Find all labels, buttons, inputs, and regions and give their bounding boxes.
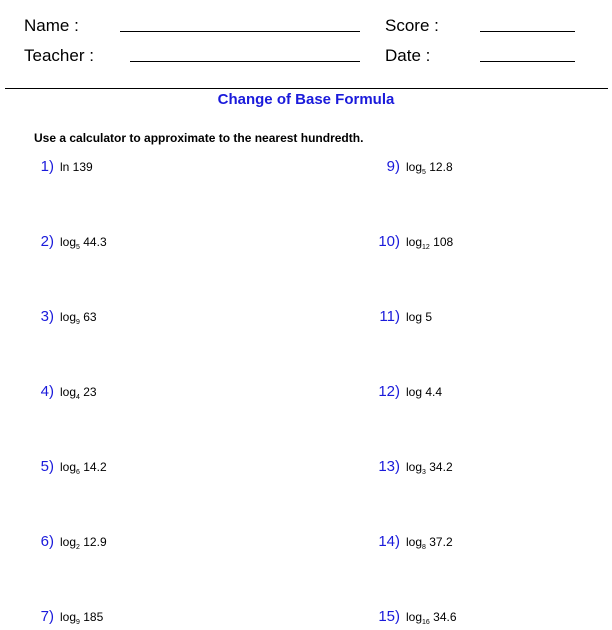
problem-number: 1) [40, 158, 54, 175]
log-base: 3 [422, 469, 426, 476]
function-name: log [406, 535, 423, 549]
log-base: 5 [422, 169, 426, 176]
log-argument: 108 [429, 235, 454, 249]
log-base: 12 [422, 244, 430, 251]
function-name: log [406, 610, 423, 624]
log-argument: 34.2 [425, 460, 453, 474]
log-base: 6 [76, 469, 80, 476]
log-base: 8 [422, 544, 426, 551]
teacher-line [130, 61, 360, 62]
date-label: Date : [385, 46, 431, 65]
problem-number: 3) [40, 308, 54, 325]
log-argument: 14.2 [79, 460, 107, 474]
problem-number: 11) [379, 308, 400, 325]
log-argument: 4.4 [422, 385, 443, 399]
problem-expression [406, 310, 432, 324]
problem-expression [60, 235, 107, 249]
function-name: log [406, 310, 423, 324]
problem-expression [406, 460, 453, 474]
name-line [120, 31, 360, 32]
log-argument: 23 [79, 385, 97, 399]
log-argument: 44.3 [79, 235, 107, 249]
log-argument: 5 [422, 310, 433, 324]
log-base: 16 [422, 619, 430, 626]
score-label: Score : [385, 16, 439, 35]
name-label: Name : [24, 16, 79, 35]
problem-number: 12) [378, 383, 400, 400]
function-name: log [406, 460, 423, 474]
log-argument: 12.9 [79, 535, 107, 549]
function-name: log [60, 235, 77, 249]
problem-number: 14) [378, 533, 400, 550]
log-argument: 34.6 [429, 610, 457, 624]
function-name: log [406, 385, 423, 399]
problem-number: 15) [378, 608, 400, 625]
problem-expression [406, 160, 453, 174]
function-name: log [406, 160, 423, 174]
log-argument: 12.8 [425, 160, 453, 174]
score-line [480, 31, 575, 32]
log-argument: 37.2 [425, 535, 453, 549]
function-name: log [60, 460, 77, 474]
problem-number: 13) [378, 458, 400, 475]
problem-number: 9) [386, 158, 400, 175]
function-name: ln [60, 160, 70, 174]
instructions: Use a calculator to approximate to the nearest hundredth. [34, 131, 364, 145]
log-base: 5 [76, 244, 80, 251]
log-base: 9 [76, 319, 80, 326]
function-name: log [60, 310, 77, 324]
function-name: log [60, 535, 77, 549]
problem-expression [60, 310, 97, 324]
log-argument: 139 [69, 160, 93, 174]
problem-expression [406, 535, 453, 549]
log-base: 4 [76, 394, 80, 401]
header-divider [5, 88, 608, 89]
teacher-label: Teacher : [24, 46, 94, 65]
problem-expression [60, 535, 107, 549]
problem-number: 5) [40, 458, 54, 475]
problem-expression [406, 385, 442, 399]
worksheet-title: Change of Base Formula [217, 91, 395, 108]
log-argument: 185 [79, 610, 104, 624]
log-base: 9 [76, 619, 80, 626]
function-name: log [60, 385, 77, 399]
date-line [480, 61, 575, 62]
function-name: log [406, 235, 423, 249]
problem-number: 10) [378, 233, 400, 250]
problem-number: 4) [40, 383, 54, 400]
problem-expression [60, 460, 107, 474]
function-name: log [60, 610, 77, 624]
log-base: 2 [76, 544, 80, 551]
problem-number: 7) [40, 608, 54, 625]
log-argument: 63 [79, 310, 97, 324]
problem-expression [60, 160, 93, 174]
problem-expression [60, 610, 103, 624]
problem-expression [406, 235, 453, 249]
problem-expression [60, 385, 97, 399]
problem-number: 6) [40, 533, 54, 550]
problem-expression [406, 610, 457, 624]
problem-number: 2) [40, 233, 54, 250]
